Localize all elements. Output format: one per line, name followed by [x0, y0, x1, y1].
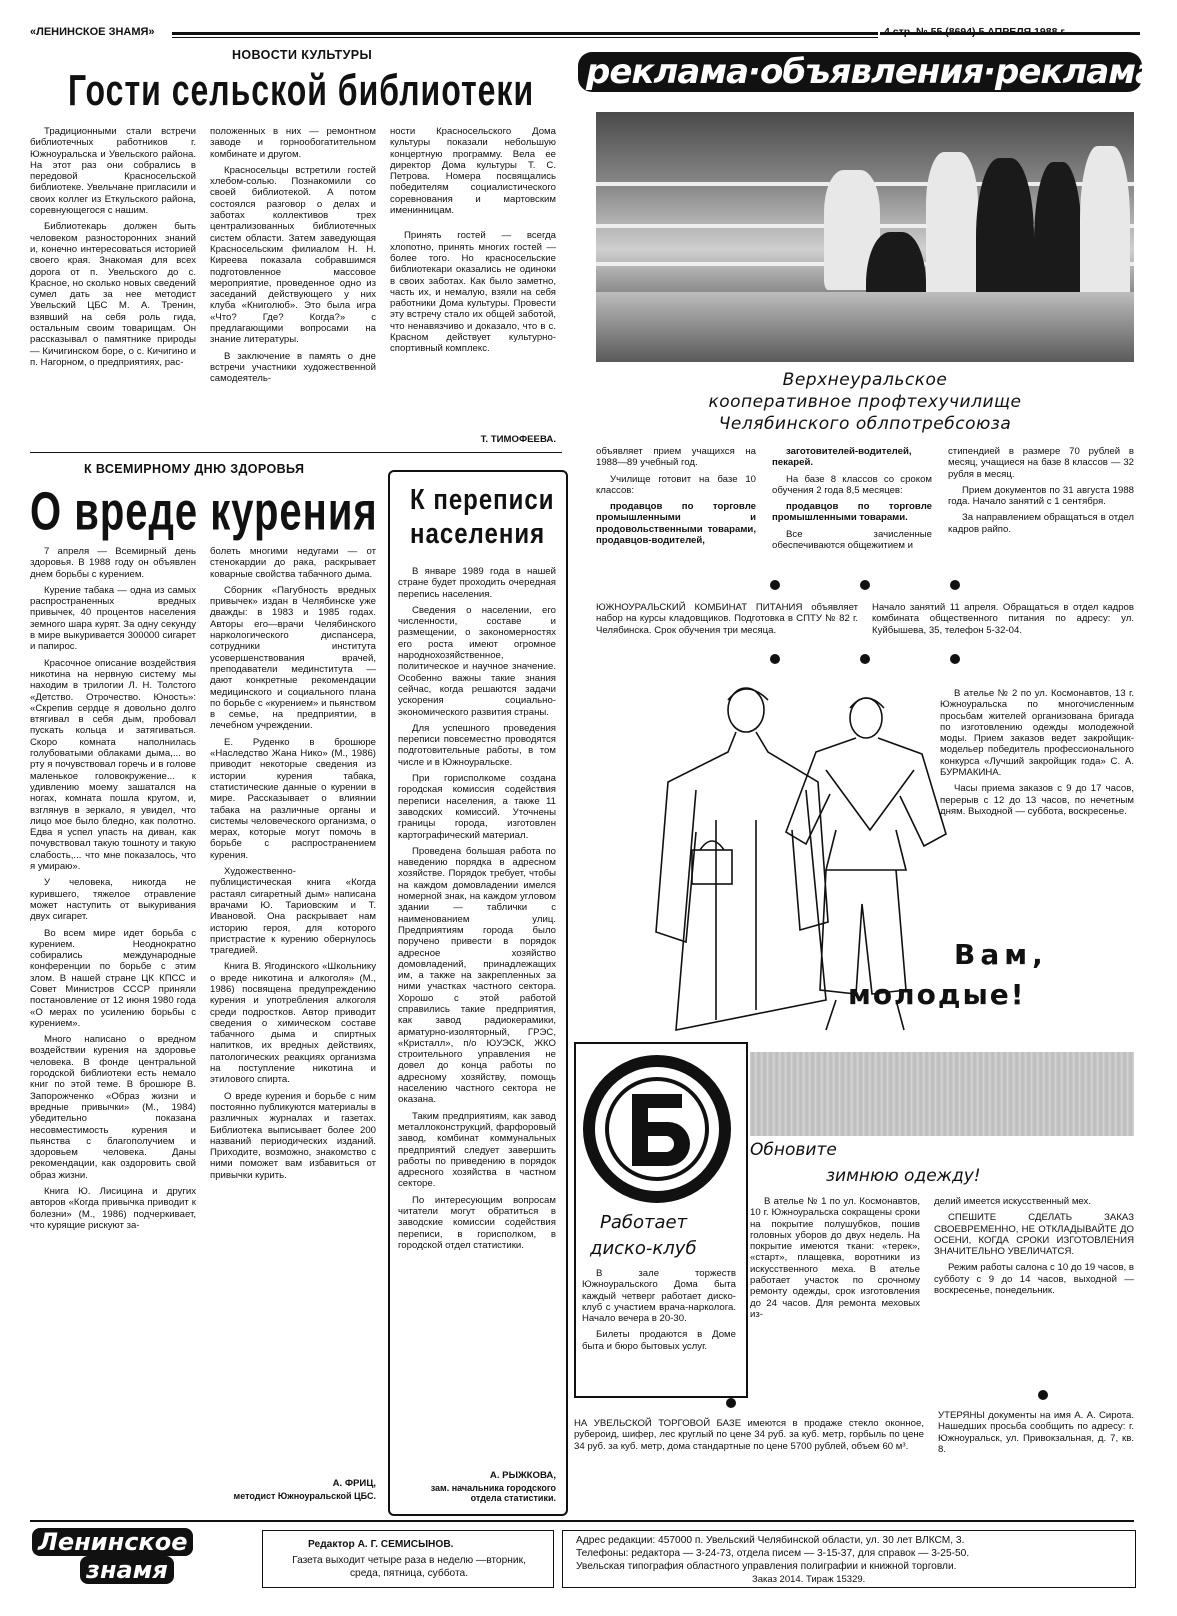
atelier1-para: делий имеется искусственный мех.	[934, 1196, 1092, 1207]
census-para: Для успешного проведения переписи повсеместно проводятся подготовительные работы, в том числе и в Южноуральске.	[398, 722, 556, 768]
health-column-2	[210, 546, 376, 1186]
atelier2-para: В ателье № 2 по ул. Космонавтов, 13 г. Южноуральска по многочисленным просьбам жителей организована бригада по изготовлению одежды молодежной моды. Прием заказов ведет закройщик-модельер победитель профессионального конкурса «Лучший закройщик года» С. А. БУРМАКИНА.	[940, 688, 1134, 779]
culture-para: Библиотекарь должен быть человеком разносторонних знаний и, конечно интересоваться историей своего края. Знакомая для всех дорога от п. Увельского до с. Красное, но сколько новых сведений сумел дать за нее методист Увельский ЦБС М. А. Тренин, взявший на себя роль гида, остальным своим товарищам. Он рассказывал о памятнике природы — Кичигинском боре, о с. Кичигино и п. Нагорном, о предприятиях, рас-	[30, 221, 196, 368]
atelier1-para: Режим работы салона с 10 до 19 часов, в субботу с 9 до 14 часов, выходной — воскресенье, понедельник.	[934, 1262, 1134, 1297]
health-para: У человека, никогда не курившего, тяжелое отравление может наступить от выкуривания двух сигарет.	[30, 877, 196, 923]
footer-rule	[30, 1520, 1134, 1522]
winter-heading-2: зимнюю одежду!	[826, 1166, 981, 1186]
sb-logo-letters	[582, 1054, 584, 1055]
health-para: Красочное описание воздействия никотина на нервную систему мы находим в трилогии Л. Н. Толстого «Детство. Отрочество. Юность»: «Скрепив сердце я довольно долго втягивал в себя дым, пробовал пускать кольца и затягиваться. Скоро комната наполнилась голубоватыми облаками дыма,... во рту я почувствовал горечь и в голове маленькое головокружение... к удивлению моему зашатался на ногах, комната пошла кругом, и, взглянув в зеркало, я увидел, что лицо мое было бледно, как полотно. Едва я успел упасть на диван, как почувствовал такую тошноту и такую слабость,... что мне показалось, что я умираю».	[30, 657, 196, 873]
health-para: 7 апреля — Всемирный день здоровья. В 1988 году он объявлен днем борьбы с курением.	[30, 546, 196, 580]
footer-order: Заказ 2014. Тираж 15329.	[752, 1574, 866, 1585]
footer-schedule: Газета выходит четыре раза в неделю —вторник, среда, пятница, суббота.	[292, 1555, 526, 1579]
health-para: Сборник «Пагубность вредных привычек» издан в Челябинске уже дважды: в 1983 и 1985 годах. Авторы его—врачи Челябинского наркологического диспансера, сотрудники института усовершенствования врачей, преподаватели мединститута —дают конкретные рекомендации медицинского и социального плана по борьбе с «курением» и пьянством в семье, на предприятии, в лечебном учреждении.	[210, 584, 376, 732]
school-para: стипендией в размере 70 рублей в месяц, учащиеся на базе 8 классов — 32 рубля в месяц.	[948, 446, 1134, 480]
atelier1-column-2	[934, 1196, 1134, 1301]
health-kicker: К ВСЕМИРНОМУ ДНЮ ЗДОРОВЬЯ	[84, 462, 305, 476]
culture-para: Традиционными стали встречи библиотечных работников г. Южноуральска и Увельского района. На этот раз они собрались в передовой Красносельской библиотеке. Увельчане пригласили и своих коллег из Еткульского района, соревнующегося с нашим.	[30, 126, 196, 217]
school-para: На базе 8 классов со сроком обучения 2 года 8,5 месяцев:	[772, 473, 932, 496]
sb-logo-icon	[582, 1054, 732, 1204]
footer-address: Адрес редакции: 457000 п. Увельский Челябинской области, ул. 30 лет ВЛКСМ, 3.	[576, 1535, 965, 1546]
separator-dot	[860, 654, 870, 664]
culture-column-3	[390, 126, 556, 360]
census-signature-role: зам. начальника городского отдела статистики.	[430, 1483, 556, 1503]
atelier1-para: В ателье № 1 по ул. Космонавтов, 10 г. Южноуральска сокращены сроки на покрытие полушубков, пошив головных уборов до двух недель. На покрытие имеются ткани: «терек», «старт», плащевка, воротники из искусственного меха. В ателье работает участок по срочному ремонту одежды, срок изготовления до 24 часов. Для ремонта меховых из-	[750, 1196, 920, 1320]
store-photo	[596, 112, 1134, 362]
health-para: Е. Руденко в брошюре «Наследство Жана Нико» (М., 1986) приводит некоторые сведения из истории курения табака, статистические данные о курении в мире. Рассказывает о влиянии табака на различные органы и системы человеческого организма, о мерах, которые могут помочь в борьбе с распространением курения.	[210, 736, 376, 861]
school-heading-3: Челябинского облпотребсоюза	[718, 414, 1012, 434]
census-text	[398, 566, 556, 1256]
footer-printer: Увельская типография областного управления полиграфии и книжной торговли.	[576, 1561, 957, 1572]
culture-para: В заключение в память о дне встречи участники художественной самодеятель-	[210, 350, 376, 385]
separator-dot	[770, 654, 780, 664]
kombinat-left: ЮЖНОУРАЛЬСКИЙ КОМБИНАТ ПИТАНИЯ объявляет набор на курсы кладовщиков. Подготовка в СПТУ № 82 г. Челябинска. Срок обучения три месяца.	[596, 602, 858, 636]
atelier2-text	[940, 688, 1134, 822]
culture-para: Красносельцы встретили гостей хлебом-солью. Познакомили со своей библиотекой. А потом состоялся разговор о делах и заботах коллективов трех централизованных библиотечных систем области. Затем заведующая Красносельским филиалом Н. Н. Киреева показала собравшимся подготовленное массовое мероприятие, проведенное одно из заседаний действующего у них клуба «Книголюб». Это была игра «Что? Где? Когда?» с предлагающими вопросами на знание литературы.	[210, 164, 376, 346]
lost-documents-notice: УТЕРЯНЫ документы на имя А. А. Сирота. Нашедших просьба сообщить по адресу: г. Южноуральск, ул. Привокзальная, д. 7, кв. 8.	[938, 1410, 1134, 1455]
health-signature-role: методист Южноуральской ЦБС.	[233, 1491, 376, 1501]
masthead-rule	[172, 32, 878, 35]
school-para: объявляет прием учащихся на 1988—89 учебный год.	[596, 446, 756, 469]
census-signature: А. РЫЖКОВА,	[489, 1470, 556, 1481]
census-para: Проведена большая работа по наведению порядка в адресном хозяйстве. Порядок требует, чтобы на каждом домовладении имелся номерной знак, на каждом угловом здании — таблички с наименованием улиц. Предприятиям города было поручено привести в порядок адресное хозяйство домовладений, принадлежащих им, а также на закрепленных за ними участках частного сектора. Хорошо с этой работой справились такие предприятия, как завод радиокерамики, арматурно-изоляторный, ГРЭС, «Кристалл», п/о ЮУЭСК, ЖКО строительного управления не довел до конца работы по адресному хозяйству, помощь населению частного сектора не оказана.	[398, 845, 556, 1106]
kombinat-right: Начало занятий 11 апреля. Обращаться в отдел кадров комбината общественного питания по адресу: ул. Куйбышева, 35, телефон 5-32-04.	[872, 602, 1134, 636]
culture-title: Гости сельской библиотеки	[68, 66, 535, 115]
census-para: В январе 1989 года в нашей стране будет проходить очередная перепись населения.	[398, 566, 556, 600]
separator-dot	[950, 580, 960, 590]
atelier2-para: Часы приема заказов с 9 до 17 часов, перерыв с 12 до 13 часов, по нечетным дням. Выходной — суббота, воскресенье.	[940, 783, 1134, 817]
culture-signature: Т. ТИМОФЕЕВА.	[480, 434, 556, 445]
footer-logo-line2: знамя	[80, 1556, 174, 1584]
census-title-line1: К переписи	[410, 484, 555, 517]
sb-logo	[582, 1054, 732, 1204]
culture-column-2	[210, 126, 376, 390]
winter-heading-1: Обновите	[750, 1140, 837, 1160]
census-title-line2: населения	[410, 518, 546, 551]
health-para: Курение табака — одна из самых распространенных вредных привычек, 40 процентов населения земного шара курят. За одну секунду в мире выкуривается 300000 сигарет и папирос.	[30, 584, 196, 653]
health-para: Много написано о вредном воздействии курения на здоровье человека. В фонде центральной городской библиотеки есть немало книг по этой теме. В брошюре В. Запорожченко «Образ жизни и вредные привычки» (М., 1984) убедительно показана несовместимость курения и пьянства с благополучием и здоровьем человека. Даны рекомендации, как оздоровить свой образ жизни.	[30, 1034, 196, 1181]
health-para: Художественно-публицистическая книга «Когда растаял сигаретный дым» написана врачами Ю. Тариовским и Т. Ивановой. Она раскрывает нам историю героя, для которого пристрастие к курению обернулось трагедией.	[210, 866, 376, 957]
trade-base-notice: НА УВЕЛЬСКОЙ ТОРГОВОЙ БАЗЕ имеются в продаже стекло оконное, рубероид, шифер, лес круглый по цене 34 руб. за куб. метр, горбыль по цене 34 руб. за куб. метр, дома стандартные по цене 5700 рублей, объем 60 м³.	[574, 1418, 924, 1452]
disco-text	[582, 1268, 736, 1357]
school-column-1	[596, 446, 756, 551]
census-para: Таким предприятиям, как завод металлоконструкций, фарфоровый завод, комбинат коммунальных предприятий следует завершить работы по приведению в порядок адресного хозяйства в частном секторе.	[398, 1110, 556, 1190]
culture-para: ности Красносельского Дома культуры показали небольшую концертную программу. Вела ее директор Дома культуры Т. С. Петрова. Номера посвящались победителям социалистического соревнования и мартовским именинницам.	[390, 126, 556, 217]
young-slogan-line2: молодые!	[848, 978, 1026, 1011]
culture-column-1	[30, 126, 196, 373]
health-signature: А. ФРИЦ,	[332, 1478, 376, 1489]
school-para: Прием документов по 31 августа 1988 года. Начало занятий с 1 сентября.	[948, 484, 1134, 508]
school-para: продавцов по торговле промышленными и продовольственными товарами, продавцов-водителей,	[596, 501, 756, 547]
census-para: При горисполкоме создана городская комиссия содействия переписи населения, а также 11 заводских комиссий. Уточнены границы города, изготовлен картографический материал.	[398, 773, 556, 841]
health-para: болеть многими недугами — от стенокардии до рака, раскрывает коварные свойства табачного дыма.	[210, 546, 376, 580]
school-para: продавцов по торговле промышленными товарами.	[772, 501, 932, 524]
school-column-3	[948, 446, 1134, 540]
footer-logo-line1: Ленинское	[32, 1528, 193, 1556]
culture-para: Принять гостей — всегда хлопотно, принять многих гостей — более того. Но красносельские библиотекари оказались не одиноки в своих заботах. Как было заметно, часть их, и немалую, взяли на себя работники Дома культуры. Провести эту встречу стало их общей заботой, что ненавязчиво и доказало, что в с. Красном действует культурно-спортивный комплекс.	[390, 230, 556, 355]
school-heading-2: кооперативное профтехучилище	[708, 392, 1022, 412]
footer-logo	[30, 1528, 252, 1588]
young-slogan-line1: Вам,	[954, 938, 1048, 971]
separator-dot	[1038, 1390, 1048, 1400]
disco-heading-1: Работает	[600, 1212, 688, 1233]
masthead-rule-thin	[172, 37, 878, 38]
separator-dot	[950, 654, 960, 664]
disco-para: В зале торжеств Южноуральского Дома быта каждый четверг работает диско-клуб с участием врача-нарколога. Начало вечера в 20-30.	[582, 1268, 736, 1325]
ads-banner: реклама·объявления·реклама	[578, 52, 1142, 92]
disco-heading-2: диско-клуб	[590, 1238, 697, 1259]
separator-dot	[726, 1398, 736, 1408]
school-para: За направлением обращаться в отдел кадров райпо.	[948, 512, 1134, 535]
health-para: О вреде курения и борьбе с ним постоянно публикуются материалы в различных журналах и газетах. Библиотека выписывает более 200 названий периодических изданий. Приходите, возможно, знакомство с ними поможет вам избавиться от привычки курить.	[210, 1090, 376, 1181]
culture-kicker: НОВОСТИ КУЛЬТУРЫ	[232, 48, 373, 62]
ads-top-rule	[880, 32, 1140, 35]
masthead-paper-name: «ЛЕНИНСКОЕ ЗНАМЯ»	[30, 26, 155, 38]
health-para: Книга Ю. Лисицина и других авторов «Когда привычка приводит к болезни» (М., 1986) подчеркивает, что курящие рискуют за-	[30, 1186, 196, 1231]
atelier1-column-1	[750, 1196, 920, 1325]
school-heading-1: Верхнеуральское	[782, 370, 948, 390]
census-para: Сведения о населении, его численности, составе и размещении, о закономерностях его роста имеют огромное народнохозяйственное, политическое и научное значение. Особенно важны такие знания сейчас, когда решаются задачи ускорения социально-экономического развития страны.	[398, 604, 556, 718]
winter-clothes-image	[750, 1052, 1134, 1136]
health-para: Книга В. Ягодинского «Школьнику о вреде никотина и алкоголя» (М., 1986) посвящена предупреждению курения и употребления алкоголя среди подростков. Автор приводит сведения о химическом составе табачного дыма и спиртных напитков, их вредных действиях, патологических реакциях организма на поступление никотина и этилового спирта.	[210, 961, 376, 1086]
school-column-2	[772, 446, 932, 556]
disco-para: Билеты продаются в Доме быта и бюро бытовых услуг.	[582, 1329, 736, 1352]
separator-dot	[860, 580, 870, 590]
census-para: По интересующим вопросам читатели могут обратиться в заводские комиссии содействия переписи, в горисполком, в городской отдел статистики.	[398, 1194, 556, 1251]
school-para: Все зачисленные обеспечиваются общежитием и	[772, 528, 932, 552]
school-para: заготовителей-водителей, пекарей.	[772, 446, 912, 469]
separator-dot	[770, 580, 780, 590]
health-column-1	[30, 546, 196, 1236]
footer-editor: Редактор А. Г. СЕМИСЫНОВ.	[308, 1539, 454, 1550]
health-title: О вреде курения	[30, 482, 378, 542]
health-para: Во всем мире идет борьба с курением. Неоднократно собирались международные конференции по борьбе с этим злом. В нашей стране ЦК КПСС и Совет Министров СССР приняли постановление от 12 июня 1980 года «О мерах по усилению борьбы с курением».	[30, 927, 196, 1029]
school-para: Училище готовит на базе 10 классов:	[596, 473, 756, 496]
atelier1-para: СПЕШИТЕ СДЕЛАТЬ ЗАКАЗ СВОЕВРЕМЕННО, НЕ ОТКЛАДЫВАЙТЕ ДО ОСЕНИ, КОГДА СРОКИ ИЗГОТОВЛЕНИЯ ЗНАЧИТЕЛЬНО УВЕЛИЧАТСЯ.	[934, 1212, 1134, 1258]
footer-phones: Телефоны: редактора — 3-24-73, отдела писем — 3-15-37, для справок — 3-25-50.	[576, 1548, 970, 1559]
culture-bottom-rule	[30, 452, 562, 453]
culture-para: положенных в них — ремонтном заводе и горнообогатительном комбинате и другом.	[210, 126, 376, 160]
